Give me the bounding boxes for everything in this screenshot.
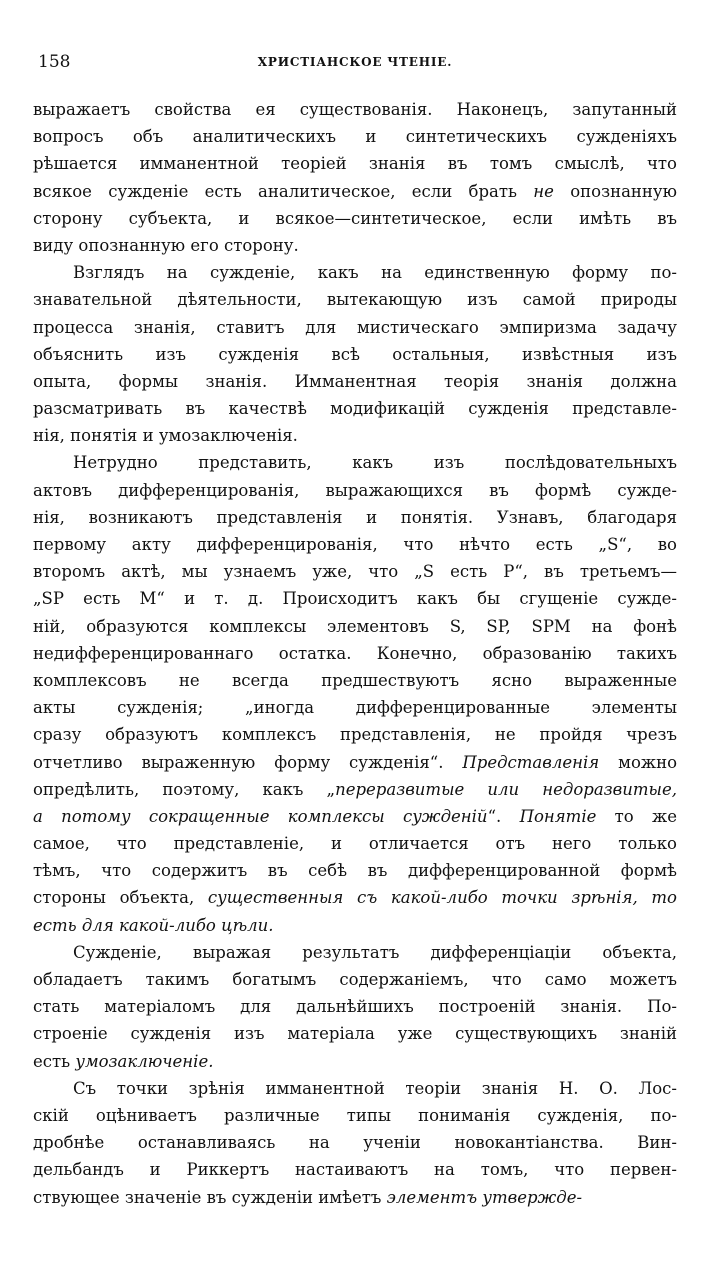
- text-line: [33, 640, 677, 667]
- text-line: [33, 939, 677, 966]
- text-run: нія, понятія и умозаключенія.: [33, 426, 298, 446]
- text-run: недифференцированнаго остатка. Конечно, образованію такихъ: [33, 643, 677, 663]
- text-run: стать матеріаломъ для дальнѣйшихъ построеній знанія. По-: [33, 997, 677, 1017]
- text-line: [33, 966, 677, 993]
- text-run: вопросъ объ аналитическихъ и синтетическихъ сужденіяхъ: [33, 127, 677, 147]
- text-run: Взглядъ на сужденіе, какъ на единственную форму по-: [73, 263, 677, 283]
- text-run: второмъ актѣ, мы узнаемъ уже, что „S есть P“, въ третьемъ—: [33, 562, 677, 582]
- text-line: [33, 1075, 677, 1102]
- text-run: строеніе сужденія изъ матеріала уже существующихъ знаній: [33, 1024, 677, 1044]
- text-line: [33, 1048, 677, 1075]
- text-line: [33, 123, 677, 150]
- text-run: сразу образуютъ комплексъ представленія, не пройдя чрезъ: [33, 725, 677, 745]
- text-line: [33, 1156, 677, 1183]
- text-line: [33, 504, 677, 531]
- text-run: опыта, формы знанія. Имманентная теорія знанія должна: [33, 371, 677, 391]
- text-line: [33, 694, 677, 721]
- italic-text: переразвитые или недоразвитые,: [335, 779, 678, 799]
- page-number: 158: [38, 52, 71, 72]
- text-line: [33, 667, 677, 694]
- text-run: стороны объекта,: [33, 888, 208, 908]
- text-run: разсматривать въ качествѣ модификацій сужденія представле-: [33, 399, 677, 419]
- text-line: [33, 259, 677, 286]
- text-run: ній, образуются комплексы элементовъ S, SP, SPM на фонѣ: [33, 616, 677, 636]
- text-line: [33, 449, 677, 476]
- text-line: [33, 613, 677, 640]
- text-line: [33, 205, 677, 232]
- text-run: дельбандъ и Риккертъ настаиваютъ на томъ, что первен-: [33, 1160, 677, 1180]
- text-run: то же: [596, 806, 677, 826]
- running-head: ХРИСТІАНСКОЕ ЧТЕНІЕ.: [257, 55, 453, 69]
- text-run: акты сужденія; „иногда дифференцированные элементы: [33, 698, 677, 718]
- text-run: сторону субъекта, и всякое—синтетическое, если имѣть въ: [33, 208, 677, 228]
- text-line: [33, 1129, 677, 1156]
- italic-text: есть для какой-либо цѣли.: [33, 915, 274, 935]
- text-line: [33, 749, 677, 776]
- text-run: самое, что представленіе, и отличается отъ него только: [33, 834, 677, 854]
- text-line: [33, 477, 677, 504]
- text-line: [33, 286, 677, 313]
- text-run: Съ точки зрѣнія имманентной теоріи знанія Н. О. Лос-: [73, 1078, 677, 1098]
- italic-text: а потому сокращенные комплексы сужденій: [33, 806, 488, 826]
- text-line: [33, 803, 677, 830]
- text-line: [33, 830, 677, 857]
- text-run: знавательной дѣятельности, вытекающую изъ самой природы: [33, 290, 677, 310]
- text-run: объяснить изъ сужденія всѣ остальныя, извѣстныя изъ: [33, 344, 677, 364]
- text-line: [33, 884, 677, 911]
- text-line: [33, 1102, 677, 1129]
- italic-text: умозаключеніе.: [75, 1051, 214, 1071]
- text-line: [33, 368, 677, 395]
- text-run: можно: [599, 752, 677, 772]
- text-run: первому акту дифференцированія, что нѣчто есть „S“, во: [33, 535, 677, 554]
- text-run: нія, возникаютъ представленія и понятія. Узнавъ, благодаря: [33, 507, 677, 527]
- italic-text: элементъ утвержде-: [386, 1187, 583, 1207]
- italic-text: существенныя съ какой-либо точки зрѣнія, то: [207, 888, 677, 908]
- text-run: есть: [33, 1051, 76, 1071]
- text-line: [33, 776, 677, 803]
- text-line: [33, 178, 677, 205]
- text-run: всякое сужденіе есть аналитическое, если брать: [33, 181, 534, 201]
- text-run: комплексовъ не всегда предшествуютъ ясно выраженные: [33, 670, 677, 690]
- text-run: выражаетъ свойства ея существованія. Наконецъ, запутанный: [33, 100, 677, 119]
- body-text: [33, 96, 677, 1211]
- text-run: „SP есть M“ и т. д. Происходитъ какъ бы сгущеніе сужде-: [33, 589, 677, 609]
- text-line: [33, 341, 677, 368]
- text-line: [33, 721, 677, 748]
- text-line: [33, 558, 677, 585]
- text-run: процесса знанія, ставитъ для мистическаго эмпиризма задачу: [33, 317, 677, 337]
- text-line: [33, 531, 677, 558]
- text-line: [33, 912, 677, 939]
- text-line: [33, 1020, 677, 1047]
- text-line: [33, 395, 677, 422]
- text-run: дробнѣе останавливаясь на ученіи новокантіанства. Вин-: [33, 1133, 677, 1153]
- text-line: [33, 1184, 677, 1211]
- text-run: отчетливо выраженную форму сужденія“.: [33, 752, 463, 772]
- text-run: Сужденіе, выражая результатъ дифференціаціи объекта,: [73, 942, 677, 962]
- text-run: тѣмъ, что содержитъ въ себѣ въ дифференцированной формѣ: [33, 861, 677, 881]
- text-run: обладаетъ такимъ богатымъ содержаніемъ, что само можетъ: [33, 970, 677, 989]
- page-header: [38, 50, 672, 74]
- text-line: [33, 150, 677, 177]
- italic-text: не: [533, 181, 554, 201]
- text-run: рѣшается имманентной теоріей знанія въ томъ смыслѣ, что: [33, 154, 677, 174]
- text-run: ствующее значеніе въ сужденіи имѣетъ: [33, 1187, 387, 1207]
- text-line: [33, 422, 677, 449]
- text-run: актовъ дифференцированія, выражающихся въ формѣ сужде-: [33, 480, 677, 500]
- text-line: [33, 585, 677, 612]
- text-line: [33, 314, 677, 341]
- text-run: виду опознанную его сторону.: [33, 235, 299, 255]
- text-line: [33, 96, 677, 123]
- text-run: опознанную: [553, 181, 677, 201]
- text-run: Нетрудно представить, какъ изъ послѣдовательныхъ: [73, 453, 677, 473]
- text-run: скій оцѣниваетъ различные типы пониманія сужденія, по-: [33, 1105, 677, 1125]
- text-run: “.: [487, 806, 520, 826]
- text-line: [33, 232, 677, 259]
- text-line: [33, 857, 677, 884]
- italic-text: Понятіе: [519, 806, 597, 826]
- text-run: опредѣлить, поэтому, какъ „: [33, 779, 336, 799]
- text-line: [33, 993, 677, 1020]
- italic-text: Представленія: [462, 752, 600, 772]
